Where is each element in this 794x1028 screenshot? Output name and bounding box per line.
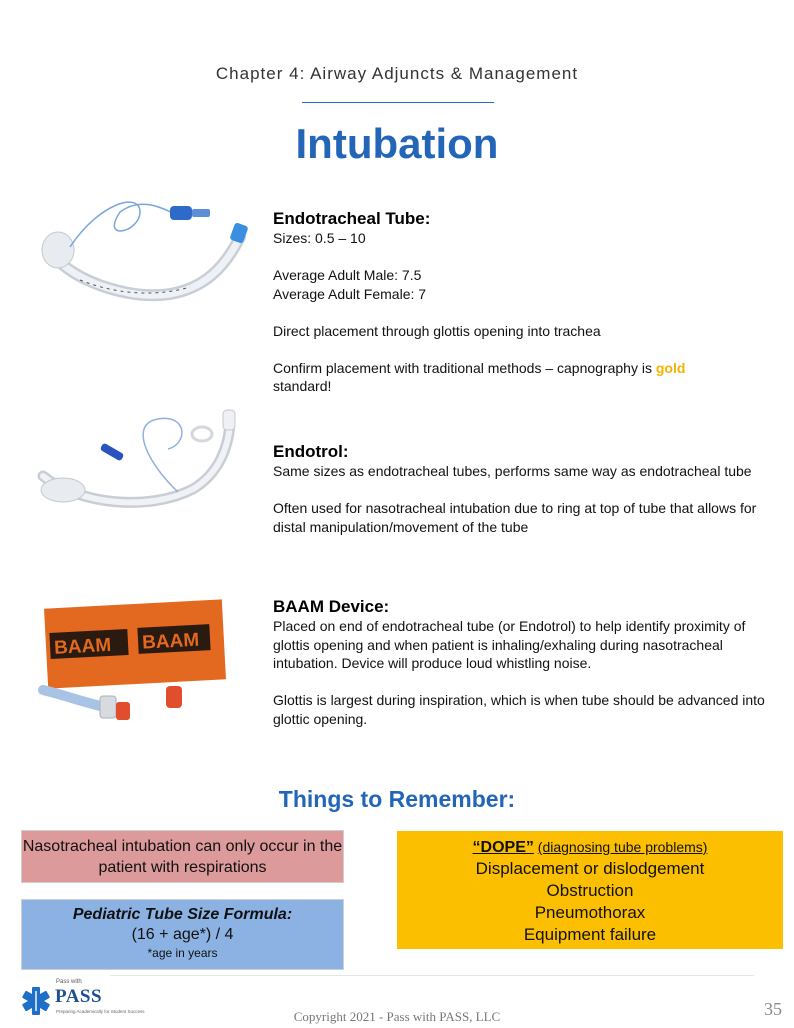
dope-item-obstruction: Obstruction xyxy=(546,881,634,900)
ett-placement: Direct placement through glottis opening into trachea xyxy=(273,322,601,339)
endotracheal-tube-section xyxy=(273,208,783,396)
page-title: Intubation xyxy=(295,120,499,167)
dope-header xyxy=(397,837,783,858)
endotracheal-tube-image xyxy=(20,192,252,310)
endotrol-p2: Often used for nasotracheal intubation due to ring at top of tube that allows for distal manipulation/movement of the tube xyxy=(273,500,757,535)
baam-p1: Placed on end of endotracheal tube (or Endotrol) to help identify proximity of glottis opening and when patient is inhaling/exhaling during nasotracheal intubation. Device will produce loud whistling noise. xyxy=(273,618,746,671)
ett-confirm xyxy=(273,359,783,396)
ett-gold-word: gold xyxy=(655,359,686,376)
dope-box xyxy=(397,831,783,949)
footer-divider xyxy=(110,975,754,976)
baam-section xyxy=(273,596,783,728)
page-number: 35 xyxy=(764,999,782,1019)
dope-item-displacement: Displacement or dislodgement xyxy=(475,859,705,878)
endotrol-image xyxy=(18,404,250,522)
copyright: Copyright 2021 - Pass with PASS, LLC xyxy=(293,1009,501,1024)
things-to-remember-heading: Things to Remember: xyxy=(278,786,516,812)
logo-brand: PASS xyxy=(55,986,103,1007)
baam-device-image xyxy=(38,596,228,736)
baam-label-right: BAAM xyxy=(141,629,200,654)
dope-item-equipment: Equipment failure xyxy=(523,925,657,944)
dope-subtitle: (diagnosing tube problems) xyxy=(537,839,708,855)
baam-label-left: BAAM xyxy=(53,634,112,659)
endotrol-p1: Same sizes as endotracheal tubes, performs same way as endotracheal tube xyxy=(273,463,752,479)
logo-small-text: Pass with xyxy=(56,979,82,985)
baam-p2: Glottis is largest during inspiration, which is when tube should be advanced into glottic opening. xyxy=(273,692,765,727)
dope-item-pneumothorax: Pneumothorax xyxy=(534,903,646,922)
chapter-divider xyxy=(302,102,494,103)
pediatric-heading: Pediatric Tube Size Formula: xyxy=(72,906,293,923)
pediatric-note: *age in years xyxy=(147,946,218,960)
endotrol-heading: Endotrol: xyxy=(273,442,349,461)
ett-male: Average Adult Male: 7.5 xyxy=(273,267,422,283)
nasotracheal-note-box: Nasotracheal intubation can only occur in the patient with respirations xyxy=(21,830,344,883)
pediatric-formula-box xyxy=(21,899,344,970)
ett-confirm-text: Confirm placement with traditional methods – capnography is xyxy=(273,359,656,376)
ett-sizes: Sizes: 0.5 – 10 xyxy=(273,230,366,246)
ett-heading: Endotracheal Tube: xyxy=(273,209,431,228)
endotrol-section xyxy=(273,441,783,536)
dope-title: “DOPE” xyxy=(472,839,534,856)
baam-heading: BAAM Device: xyxy=(273,597,390,616)
logo-tagline: Preparing Academically for Student Success xyxy=(56,1009,145,1014)
pediatric-formula: (16 + age*) / 4 xyxy=(131,926,234,943)
ett-confirm-end: standard! xyxy=(273,378,332,394)
chapter-heading: Chapter 4: Airway Adjuncts & Management xyxy=(215,64,579,83)
ett-female: Average Adult Female: 7 xyxy=(273,285,427,302)
